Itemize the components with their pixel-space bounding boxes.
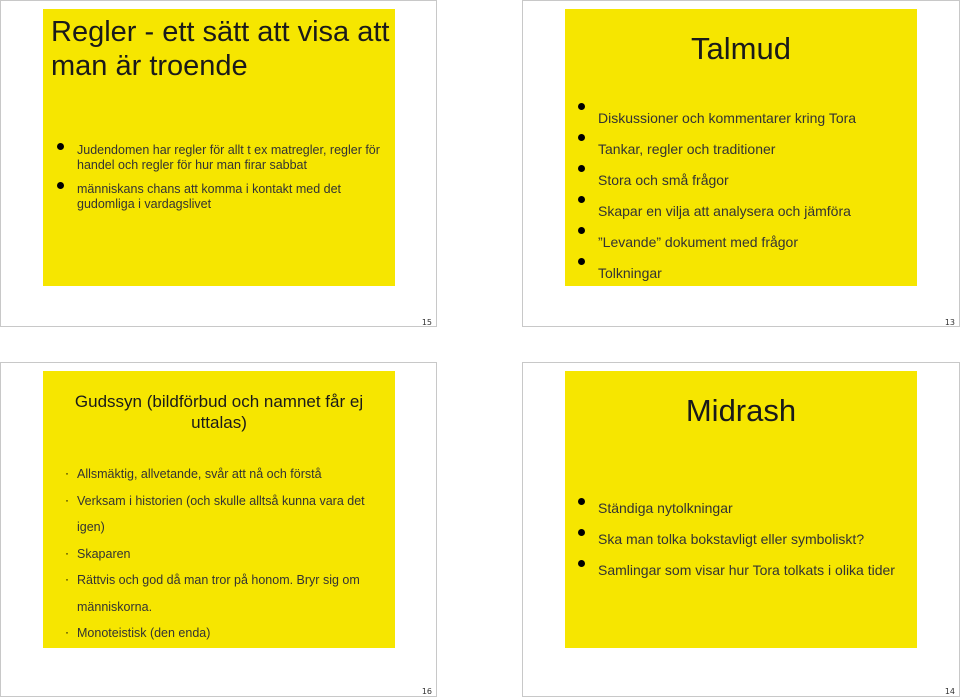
bullet-item: Ständiga nytolkningar: [575, 498, 917, 519]
slide-14-title: Midrash: [685, 393, 797, 428]
page-number: 16: [421, 687, 432, 696]
bullet-item: · Verksam i historien (och skulle alltså kunna vara det igen): [61, 488, 391, 541]
slide-15-title: Regler - ett sätt att visa att man är troende: [51, 16, 390, 83]
slide-14-bullet-list: [575, 498, 917, 581]
bullet-item: människans chans att komma i kontakt med det gudomliga i vardagslivet: [54, 182, 392, 212]
bullet-item: · Skaparen: [61, 541, 391, 568]
slide-15-bullet-list: [54, 143, 392, 212]
bullet-item: Judendomen har regler för allt t ex matregler, regler för handel och regler för hur man firar sabbat: [54, 143, 392, 173]
bullet-item: · Rättvis och god då man tror på honom. Bryr sig om människorna.: [61, 567, 391, 620]
bullet-item: · Monoteistisk (den enda): [61, 620, 391, 647]
slide-16: [0, 362, 437, 697]
bullet-item: Skapar en vilja att analysera och jämföra: [575, 196, 915, 227]
slide-13: [522, 0, 960, 327]
slide-14: [522, 362, 960, 697]
page-number: 13: [944, 318, 955, 327]
bullet-item: Diskussioner och kommentarer kring Tora: [575, 103, 915, 134]
bullet-item: Tankar, regler och traditioner: [575, 134, 915, 165]
slide-13-bullet-list: [575, 103, 915, 289]
bullet-item: · Allsmäktig, allvetande, svår att nå och förstå: [61, 461, 391, 488]
slide-16-bullet-list: [61, 461, 391, 647]
bullet-item: Stora och små frågor: [575, 165, 915, 196]
slide-13-title: Talmud: [691, 31, 791, 66]
page-number: 15: [421, 318, 432, 327]
slide-15: [0, 0, 437, 327]
bullet-item: ”Levande” dokument med frågor: [575, 227, 915, 258]
slide-16-title: Gudssyn (bildförbud och namnet får ej uttalas): [74, 392, 364, 432]
page-number: 14: [944, 687, 955, 696]
bullet-item: Samlingar som visar hur Tora tolkats i olika tider: [575, 560, 917, 581]
bullet-item: Ska man tolka bokstavligt eller symboliskt?: [575, 529, 917, 550]
bullet-item: Tolkningar: [575, 258, 915, 289]
